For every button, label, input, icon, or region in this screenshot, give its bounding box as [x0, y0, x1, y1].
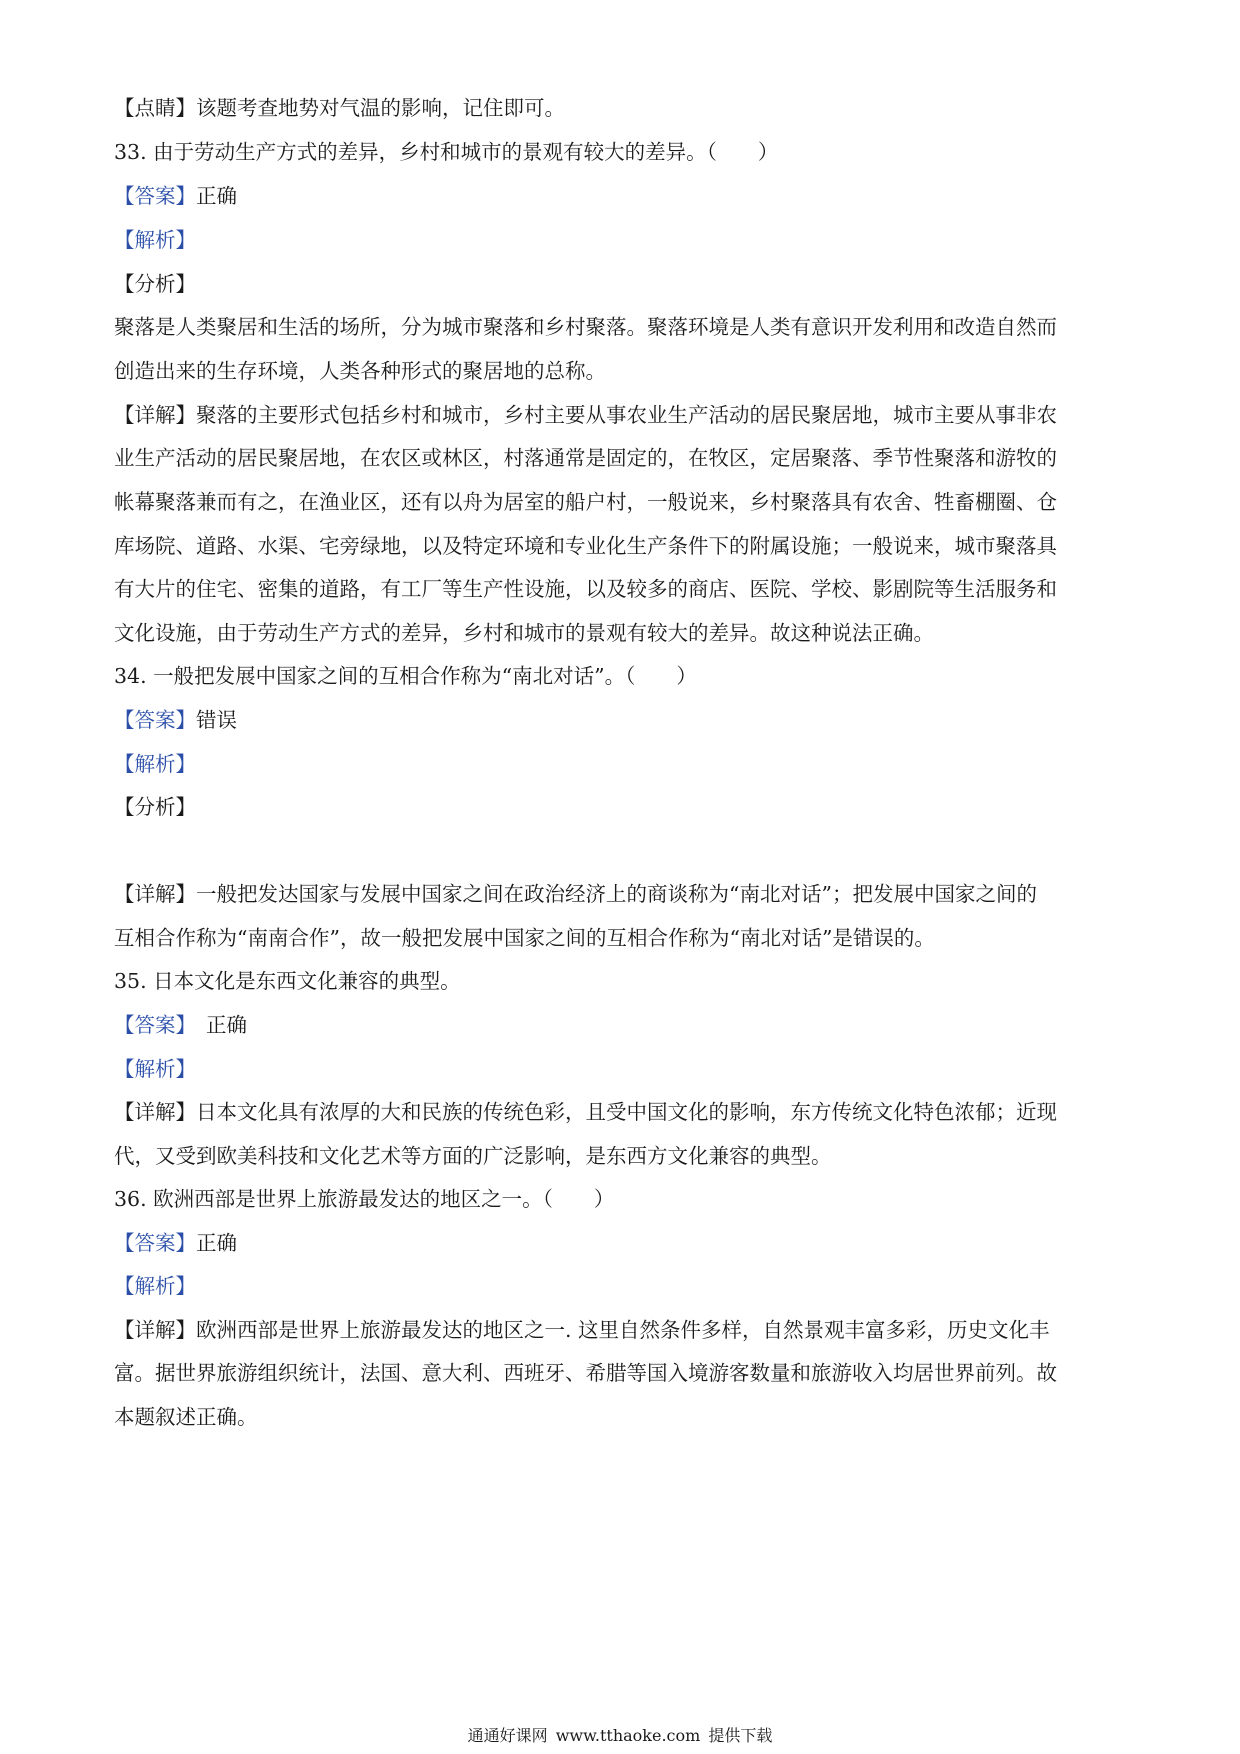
fenxi-tag-33: 【分析】	[114, 272, 196, 296]
xiangjie-33-line-5: 有大片的住宅、密集的道路，有工厂等生产性设施，以及较多的商店、医院、学校、影剧院等生活服务和	[114, 577, 1057, 601]
question-36: 36. 欧洲西部是世界上旅游最发达的地区之一。（ ）	[114, 1187, 615, 1211]
dianjing-line	[114, 94, 1134, 122]
xiangjie-tag: 【详解】	[114, 1318, 196, 1342]
answer-tag: 【答案】	[114, 184, 196, 208]
answer-36-value: 正确	[196, 1231, 237, 1255]
xiangjie-33-line-6: 文化设施，由于劳动生产方式的差异，乡村和城市的景观有较大的差异。故这种说法正确。	[114, 621, 934, 645]
answer-33-line	[114, 182, 1134, 210]
xiangjie-36-text: 欧洲西部是世界上旅游最发达的地区之一. 这里自然条件多样，自然景观丰富多彩，历史文化丰	[196, 1318, 1050, 1342]
fenxi-33-line-1: 聚落是人类聚居和生活的场所，分为城市聚落和乡村聚落。聚落环境是人类有意识开发利用和改造自然而	[114, 315, 1057, 339]
jiexi-tag-34: 【解析】	[114, 752, 196, 776]
jiexi-tag-36: 【解析】	[114, 1274, 196, 1298]
xiangjie-33-line-2: 业生产活动的居民聚居地，在农区或林区，村落通常是固定的，在牧区，定居聚落、季节性聚落和游牧的	[114, 446, 1057, 470]
xiangjie-36-line-2: 富。据世界旅游组织统计，法国、意大利、西班牙、希腊等国入境游客数量和旅游收入均居世界前列。故	[114, 1361, 1057, 1385]
xiangjie-tag: 【详解】	[114, 882, 196, 906]
footer-site-name: 通通好课网	[467, 1726, 548, 1745]
xiangjie-34-text: 一般把发达国家与发展中国家之间在政治经济上的商谈称为“南北对话”；把发展中国家之间的	[196, 882, 1037, 906]
xiangjie-33-text: 聚落的主要形式包括乡村和城市，乡村主要从事农业生产活动的居民聚居地，城市主要从事非农	[196, 403, 1057, 427]
question-34: 34. 一般把发展中国家之间的互相合作称为“南北对话”。（ ）	[114, 664, 697, 688]
question-35: 35. 日本文化是东西文化兼容的典型。	[114, 969, 461, 993]
fenxi-tag-34: 【分析】	[114, 795, 196, 819]
xiangjie-33-line-4: 库场院、道路、水渠、宅旁绿地，以及特定环境和专业化生产条件下的附属设施；一般说来，城市聚落具	[114, 534, 1057, 558]
question-33: 33. 由于劳动生产方式的差异，乡村和城市的景观有较大的差异。（ ）	[114, 140, 779, 164]
answer-35-value: 正确	[206, 1013, 247, 1037]
answer-35-line	[114, 1011, 1134, 1039]
fenxi-33-line-2: 创造出来的生存环境，人类各种形式的聚居地的总称。	[114, 359, 606, 383]
xiangjie-33-line-3: 帐幕聚落兼而有之，在渔业区，还有以舟为居室的船户村，一般说来，乡村聚落具有农舍、牲畜棚圈、仓	[114, 490, 1057, 514]
jiexi-tag-33: 【解析】	[114, 228, 196, 252]
xiangjie-36-line-1	[114, 1316, 1134, 1344]
answer-34-line	[114, 706, 1134, 734]
page-footer	[0, 1726, 1240, 1746]
dianjing-text: 该题考查地势对气温的影响，记住即可。	[196, 96, 565, 120]
xiangjie-34-line-2: 互相合作称为“南南合作”，故一般把发展中国家之间的互相合作称为“南北对话”是错误的。	[114, 926, 935, 950]
answer-33-value: 正确	[196, 184, 237, 208]
dianjing-tag: 【点睛】	[114, 96, 196, 120]
footer-suffix: 提供下载	[708, 1726, 773, 1745]
jiexi-tag-35: 【解析】	[114, 1057, 196, 1081]
xiangjie-36-line-3: 本题叙述正确。	[114, 1405, 258, 1429]
xiangjie-35-line-2: 代，又受到欧美科技和文化艺术等方面的广泛影响，是东西方文化兼容的典型。	[114, 1144, 832, 1168]
xiangjie-35-text: 日本文化具有浓厚的大和民族的传统色彩，且受中国文化的影响，东方传统文化特色浓郁；近现	[196, 1100, 1057, 1124]
xiangjie-34-line-1	[114, 880, 1134, 908]
xiangjie-35-line-1	[114, 1098, 1134, 1126]
answer-36-line	[114, 1229, 1134, 1257]
xiangjie-33-line-1	[114, 401, 1134, 429]
xiangjie-tag: 【详解】	[114, 403, 196, 427]
footer-url[interactable]: www.tthaoke.com	[555, 1726, 701, 1745]
answer-tag: 【答案】	[114, 1013, 196, 1037]
xiangjie-tag: 【详解】	[114, 1100, 196, 1124]
answer-tag: 【答案】	[114, 708, 196, 732]
answer-tag: 【答案】	[114, 1231, 196, 1255]
answer-34-value: 错误	[196, 708, 237, 732]
